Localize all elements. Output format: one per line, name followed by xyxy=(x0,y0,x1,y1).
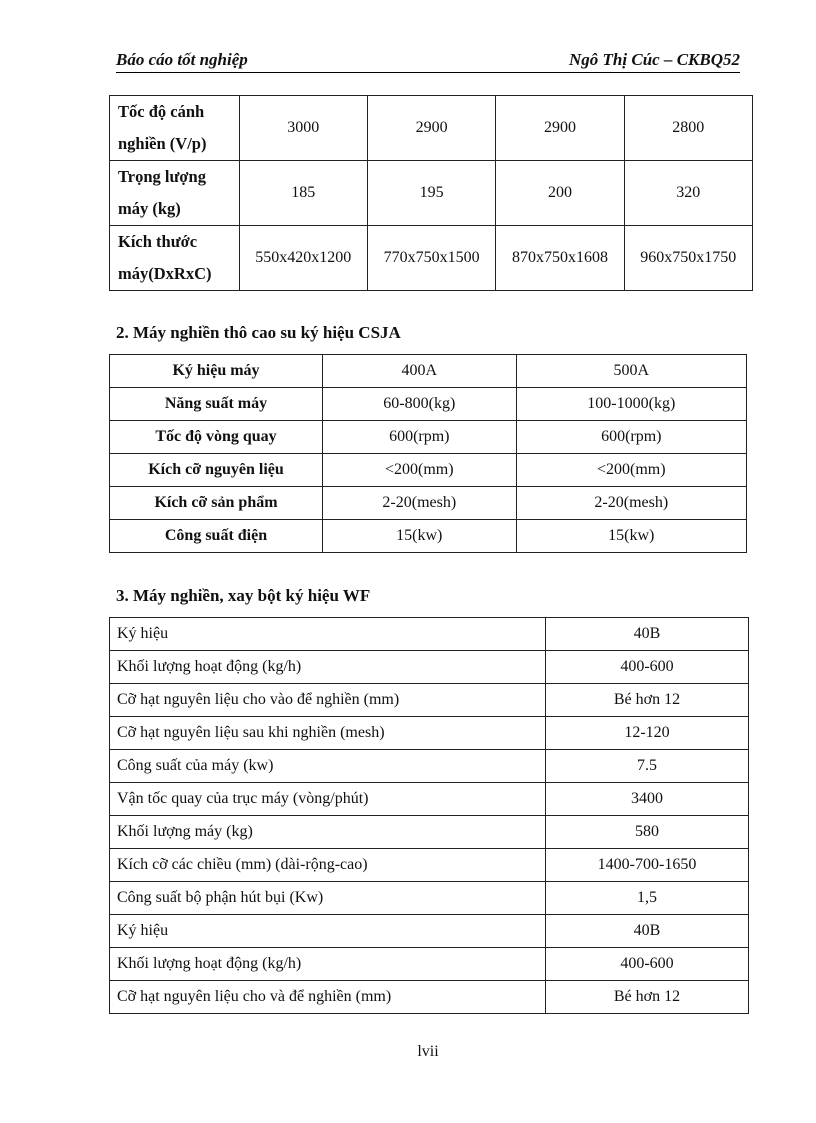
table-cell: 600(rpm) xyxy=(323,421,517,454)
table-row xyxy=(110,487,747,520)
table-row xyxy=(110,618,749,651)
table-row xyxy=(110,355,747,388)
table-row xyxy=(110,882,749,915)
table-row xyxy=(110,520,747,553)
table-cell: 2800 xyxy=(624,96,752,161)
table-cell: 3000 xyxy=(239,96,367,161)
table-row xyxy=(110,981,749,1014)
row-label: Cỡ hạt nguyên liệu cho và để nghiền (mm) xyxy=(110,981,546,1014)
row-header: Tốc độ vòng quay xyxy=(110,421,323,454)
row-label: Công suất của máy (kw) xyxy=(110,750,546,783)
row-value: 40B xyxy=(546,915,749,948)
row-value: 1,5 xyxy=(546,882,749,915)
table-cell: 2900 xyxy=(367,96,495,161)
table-row xyxy=(110,948,749,981)
table-cell: 960x750x1750 xyxy=(624,226,752,291)
page-number: lvii xyxy=(417,1043,439,1060)
row-label: Cỡ hạt nguyên liệu sau khi nghiền (mesh) xyxy=(110,717,546,750)
table-cell: 600(rpm) xyxy=(516,421,746,454)
row-header: Ký hiệu máy xyxy=(110,355,323,388)
specs-table-continued xyxy=(109,95,753,291)
table-cell: <200(mm) xyxy=(323,454,517,487)
row-header: Kích cỡ nguyên liệu xyxy=(110,454,323,487)
row-label: Ký hiệu xyxy=(110,915,546,948)
row-header-line: máy (kg) xyxy=(118,199,181,218)
row-label: Công suất bộ phận hút bụi (Kw) xyxy=(110,882,546,915)
row-header: Kích cỡ sản phẩm xyxy=(110,487,323,520)
row-label: Khối lượng máy (kg) xyxy=(110,816,546,849)
table-row xyxy=(110,750,749,783)
row-label: Kích cỡ các chiều (mm) (dài-rộng-cao) xyxy=(110,849,546,882)
table-cell: 2-20(mesh) xyxy=(516,487,746,520)
table-row xyxy=(110,849,749,882)
table-cell: 2-20(mesh) xyxy=(323,487,517,520)
table-cell: 550x420x1200 xyxy=(239,226,367,291)
row-label: Khối lượng hoạt động (kg/h) xyxy=(110,651,546,684)
table-cell: 770x750x1500 xyxy=(367,226,495,291)
table-cell: 200 xyxy=(496,161,624,226)
row-header: Năng suất máy xyxy=(110,388,323,421)
row-header: Công suất điện xyxy=(110,520,323,553)
table-row xyxy=(110,454,747,487)
row-header xyxy=(110,161,240,226)
row-value: 400-600 xyxy=(546,948,749,981)
row-label: Vận tốc quay của trục máy (vòng/phút) xyxy=(110,783,546,816)
table-row xyxy=(110,161,753,226)
row-header-line: nghiền (V/p) xyxy=(118,134,207,153)
table-row xyxy=(110,816,749,849)
row-header-line: Trọng lượng xyxy=(118,167,206,186)
section-heading-csja: 2. Máy nghiền thô cao su ký hiệu CSJA xyxy=(116,323,401,342)
row-header-line: Tốc độ cánh xyxy=(118,102,205,121)
row-label: Cỡ hạt nguyên liệu cho vào để nghiền (mm) xyxy=(110,684,546,717)
page-header xyxy=(116,48,740,73)
wf-table xyxy=(109,617,749,1014)
table-cell: 2900 xyxy=(496,96,624,161)
row-value: 400-600 xyxy=(546,651,749,684)
row-value: 40B xyxy=(546,618,749,651)
header-author: Ngô Thị Cúc – CKBQ52 xyxy=(569,50,740,69)
row-header xyxy=(110,96,240,161)
row-value: 7.5 xyxy=(546,750,749,783)
row-value: 580 xyxy=(546,816,749,849)
row-value: Bé hơn 12 xyxy=(546,684,749,717)
row-value: Bé hơn 12 xyxy=(546,981,749,1014)
table-row xyxy=(110,783,749,816)
table-row xyxy=(110,684,749,717)
table-row xyxy=(110,421,747,454)
row-value: 12-120 xyxy=(546,717,749,750)
row-header xyxy=(110,226,240,291)
section-heading-wf: 3. Máy nghiền, xay bột ký hiệu WF xyxy=(116,586,371,605)
table-cell: 185 xyxy=(239,161,367,226)
row-header-line: Kích thước xyxy=(118,232,198,251)
table-cell: 100-1000(kg) xyxy=(516,388,746,421)
table-cell: 15(kw) xyxy=(516,520,746,553)
csja-table xyxy=(109,354,747,553)
table-cell: 60-800(kg) xyxy=(323,388,517,421)
table-cell: 15(kw) xyxy=(323,520,517,553)
row-label: Khối lượng hoạt động (kg/h) xyxy=(110,948,546,981)
row-value: 3400 xyxy=(546,783,749,816)
table-cell: <200(mm) xyxy=(516,454,746,487)
row-header-line: máy(DxRxC) xyxy=(118,264,212,283)
table-row xyxy=(110,96,753,161)
table-cell: 400A xyxy=(323,355,517,388)
table-cell: 870x750x1608 xyxy=(496,226,624,291)
row-label: Ký hiệu xyxy=(110,618,546,651)
table-row xyxy=(110,651,749,684)
table-row xyxy=(110,915,749,948)
table-cell: 320 xyxy=(624,161,752,226)
table-row xyxy=(110,388,747,421)
header-report-title: Báo cáo tốt nghiệp xyxy=(116,50,248,69)
table-cell: 500A xyxy=(516,355,746,388)
row-value: 1400-700-1650 xyxy=(546,849,749,882)
table-row xyxy=(110,226,753,291)
table-cell: 195 xyxy=(367,161,495,226)
table-row xyxy=(110,717,749,750)
